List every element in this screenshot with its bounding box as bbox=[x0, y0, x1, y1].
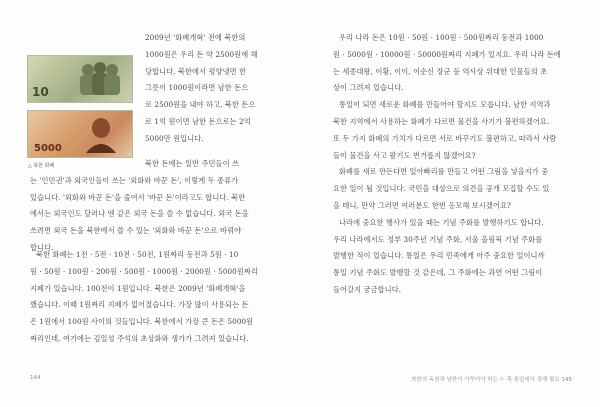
page-number-left: 144 bbox=[30, 375, 41, 381]
paragraph-3 bbox=[30, 247, 270, 348]
text-line: 들어갈지 궁금합니다. bbox=[333, 284, 402, 294]
text-line: 는 '인민권'과 외국인들이 쓰는 '외화와 바꾼 돈', 이렇게 두 종류가 bbox=[30, 175, 239, 185]
text-line: 지폐가 있습니다. 100전이 1원입니다. 북한은 2009년 '화폐개혁'을 bbox=[30, 283, 246, 293]
right-page-body bbox=[333, 30, 573, 299]
paragraph-1 bbox=[145, 30, 270, 148]
text-line: 짜리인데, 여기에는 김일성 주석의 초상화와 생가가 그려져 있습니다. bbox=[30, 333, 249, 343]
text-line: 로 1억 원이면 남한 돈으로는 2억 bbox=[145, 116, 251, 126]
text-line: 로 2500원을 내야 하고, 북한 돈으 bbox=[145, 100, 256, 110]
text-line: 에서는 외국인도 달러나 엔 같은 외국 돈을 쓸 수 없습니다. 외국 돈을 bbox=[30, 209, 249, 219]
text-line: 우리 나라에서도 정부 30주년 기념 주화, 서울 올림픽 기념 주화를 bbox=[333, 234, 543, 244]
text-line: 화폐를 새로 만든다면 일아빠리를 만들고 어떤 그림을 넣을지가 중 bbox=[339, 167, 549, 177]
text-line: 발행한 적이 있습니다. 통일은 우리 민족에게 아주 중요한 일이니까 bbox=[333, 251, 545, 261]
page-number-right: 북한의 독원과 남한이 가꾸어야 하는 ㄷ 목 통일에서 경계 필요 145 bbox=[411, 377, 572, 383]
text-line: 합니다. bbox=[30, 242, 54, 252]
portrait-illustration-icon bbox=[84, 115, 118, 153]
text-line: 했습니다. 이때 1원짜리 지폐가 없어졌습니다. 가장 많이 사용되는 돈 bbox=[30, 300, 249, 310]
text-line: 들이 물건을 사고 팔기도 번거롭지 않겠어요? bbox=[333, 150, 476, 160]
text-line: 2009년 '화폐개혁' 전에 북한의 bbox=[145, 33, 246, 42]
text-line: 원 · 50원 · 100원 · 200원 · 500원 · 1000원 · 2000원 · 5000원짜리 bbox=[30, 266, 258, 276]
text-line: 당합니다. 북한에서 평양냉면 한 bbox=[145, 66, 247, 76]
text-line: 상이 그려져 있습니다. bbox=[333, 83, 404, 93]
banknote-denomination: 10 bbox=[32, 85, 49, 99]
text-line: 그릇이 1000원이라면 남한 돈으 bbox=[145, 83, 249, 93]
banknote-denomination: 5000 bbox=[34, 143, 62, 154]
text-line: 5000만 원입니다. bbox=[145, 133, 204, 143]
text-line: 북한 돈에는 일반 주민들이 쓰 bbox=[145, 159, 240, 168]
banknote-5000-image bbox=[27, 110, 133, 158]
text-line: 1000원은 우리 돈 약 2500원에 해 bbox=[145, 49, 258, 59]
text-line: 북한 화폐는 1전 · 5전 · 10전 · 50전, 1원짜리 동전과 5원 · 10 bbox=[36, 250, 239, 259]
soldiers-illustration-icon bbox=[74, 58, 126, 98]
text-line: 또 두 가지 화폐의 가치가 다르면 서로 바꾸기도 불편하고, 따라서 사람 bbox=[333, 133, 557, 143]
banknote-10-image bbox=[27, 55, 133, 103]
right-page bbox=[300, 0, 600, 407]
text-line: 나라에 중요한 행사가 있을 때는 기념 주화를 발행하기도 합니다. bbox=[339, 217, 544, 227]
text-line: 쓰려면 외국 돈을 북한에서 쓸 수 있는 '외화와 바꾼 돈'으로 바꿔야 bbox=[30, 226, 242, 236]
text-line: 통일 기념 주화도 발행할 것 같은데, 그 주화에는 과연 어떤 그림이 bbox=[333, 268, 543, 278]
text-line: 원 · 5000원 · 10000원 · 50000원짜리 지폐가 있지요. 우리 나라 돈에 bbox=[333, 49, 561, 59]
text-line: 우리 나라 돈은 10원 · 50원 · 100원 · 500원짜리 동전과 1000 bbox=[339, 33, 544, 42]
text-line: 통일이 되면 새로운 화폐를 만들어야 할지도 모릅니다. 남한 지역과 bbox=[339, 100, 551, 110]
text-line: 북한 지역에서 사용하는 화폐가 다르면 물건을 사기가 불편하겠어요. bbox=[333, 116, 550, 126]
paragraph-2 bbox=[30, 156, 270, 257]
text-line: 는 세종대왕, 이황, 이이, 이순신 장군 등 역사상 위대한 인물들의 초 bbox=[333, 66, 548, 76]
text-line: 을 테니, 만약 그러면 여러분도 한번 응모해 보시겠어요? bbox=[333, 200, 511, 210]
text-line: 요한 일이 될 것입니다. 국민을 대상으로 의견을 공개 모집할 수도 있 bbox=[333, 184, 550, 194]
text-line: 있습니다. '외화와 바꾼 돈'을 줄여서 '바꾼 돈'이라고도 합니다. 북한 bbox=[30, 192, 246, 202]
text-line: 은 1원에서 100원 사이의 것들입니다. 북한에서 가장 큰 돈은 5000원 bbox=[30, 317, 254, 327]
image-caption: △ 북한 화폐 bbox=[28, 163, 55, 169]
